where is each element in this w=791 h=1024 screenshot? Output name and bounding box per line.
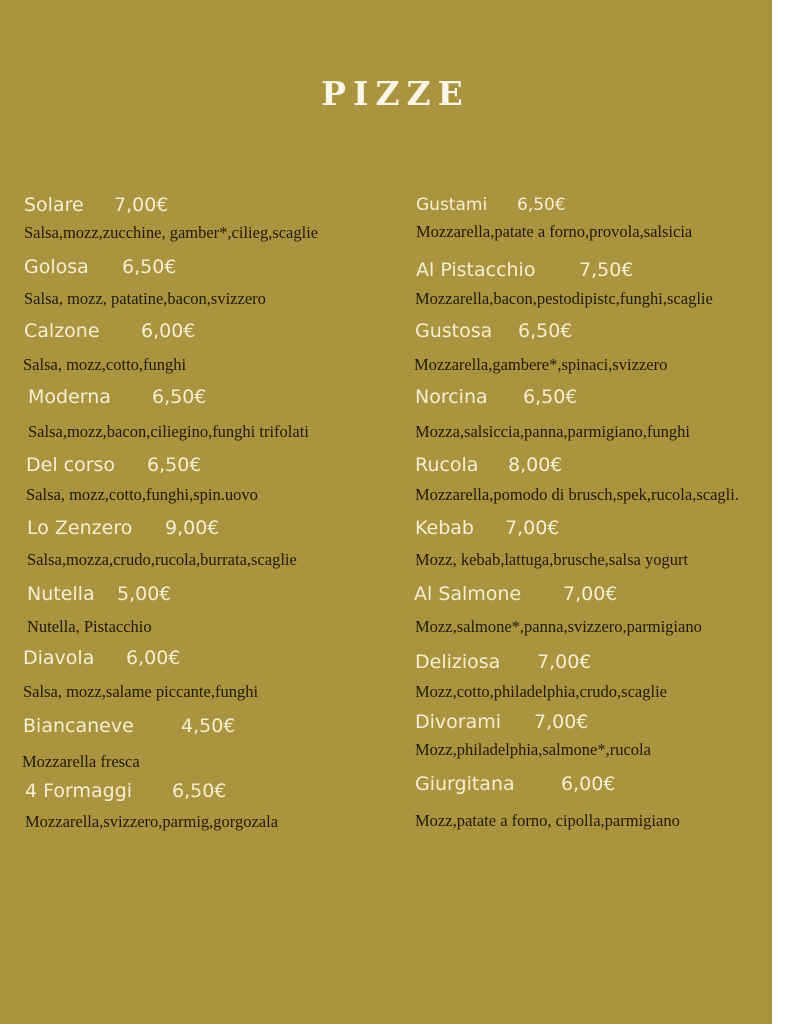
item-name: Rucola — [415, 454, 479, 476]
item-description: Mozz,philadelphia,salmone*,rucola — [415, 740, 651, 759]
item-price: 5,00€ — [117, 583, 172, 605]
item-name: Del corso — [26, 454, 116, 476]
item-description: Mozzarella,patate a forno,provola,salsicia — [416, 222, 693, 241]
item-description: Mozzarella,bacon,pestodipistc,funghi,scaglie — [415, 289, 713, 308]
item-name: Solare — [24, 194, 84, 216]
item-price: 6,50€ — [518, 320, 573, 342]
item-name: Gustosa — [415, 320, 493, 342]
item-price: 6,50€ — [172, 780, 227, 802]
item-description: Salsa,mozza,crudo,rucola,burrata,scaglie — [27, 550, 297, 569]
item-price: 6,00€ — [561, 773, 616, 795]
item-price: 7,00€ — [114, 194, 169, 216]
item-price: 9,00€ — [165, 517, 220, 539]
item-description: Mozza,salsiccia,panna,parmigiano,funghi — [415, 422, 690, 441]
item-description: Mozzarella fresca — [22, 752, 140, 771]
item-name: Deliziosa — [415, 651, 501, 673]
item-description: Salsa, mozz,salame piccante,funghi — [23, 682, 259, 701]
item-price: 7,00€ — [505, 517, 560, 539]
item-description: Mozzarella,gambere*,spinaci,svizzero — [414, 355, 668, 374]
item-description: Mozzarella,pomodo di brusch,spek,rucola,scagli. — [415, 485, 739, 504]
item-price: 6,50€ — [523, 386, 578, 408]
item-name: Biancaneve — [23, 715, 134, 737]
item-name: Golosa — [24, 256, 89, 278]
item-price: 7,00€ — [537, 651, 592, 673]
item-description: Salsa, mozz, patatine,bacon,svizzero — [24, 289, 266, 308]
item-name: Calzone — [24, 320, 100, 342]
item-price: 7,50€ — [579, 259, 634, 281]
item-price: 7,00€ — [563, 583, 618, 605]
item-name: Kebab — [415, 517, 474, 539]
item-name: Nutella — [27, 583, 95, 605]
item-price: 6,00€ — [126, 647, 181, 669]
item-price: 6,00€ — [141, 320, 196, 342]
item-description: Mozz,patate a forno, cipolla,parmigiano — [415, 811, 680, 830]
item-description: Salsa,mozz,zucchine, gamber*,cilieg,scaglie — [24, 223, 319, 242]
page-title: PIZZE — [321, 74, 470, 113]
item-price: 6,50€ — [517, 195, 566, 215]
item-name: Moderna — [28, 386, 111, 408]
item-description: Salsa, mozz,cotto,funghi — [23, 355, 187, 374]
item-name: 4 Formaggi — [25, 780, 133, 802]
item-name: Divorami — [415, 711, 502, 733]
item-description: Salsa,mozz,bacon,ciliegino,funghi trifolati — [28, 422, 309, 441]
item-price: 6,50€ — [147, 454, 202, 476]
item-description: Mozz,cotto,philadelphia,crudo,scaglie — [415, 682, 667, 701]
item-description: Nutella, Pistacchio — [27, 617, 152, 636]
item-name: Norcina — [415, 386, 488, 408]
item-name: Gustami — [416, 195, 488, 215]
item-description: Mozz, kebab,lattuga,brusche,salsa yogurt — [415, 550, 689, 569]
item-price: 7,00€ — [534, 711, 589, 733]
item-price: 8,00€ — [508, 454, 563, 476]
item-description: Mozz,salmone*,panna,svizzero,parmigiano — [415, 617, 702, 636]
item-price: 4,50€ — [181, 715, 236, 737]
item-price: 6,50€ — [152, 386, 207, 408]
item-name: Lo Zenzero — [27, 517, 133, 539]
item-name: Al Pistacchio — [416, 259, 536, 281]
item-name: Diavola — [23, 647, 95, 669]
item-name: Giurgitana — [415, 773, 515, 795]
item-name: Al Salmone — [414, 583, 522, 605]
item-description: Mozzarella,svizzero,parmig,gorgozala — [25, 812, 279, 831]
item-description: Salsa, mozz,cotto,funghi,spin.uovo — [26, 485, 258, 504]
item-price: 6,50€ — [122, 256, 177, 278]
